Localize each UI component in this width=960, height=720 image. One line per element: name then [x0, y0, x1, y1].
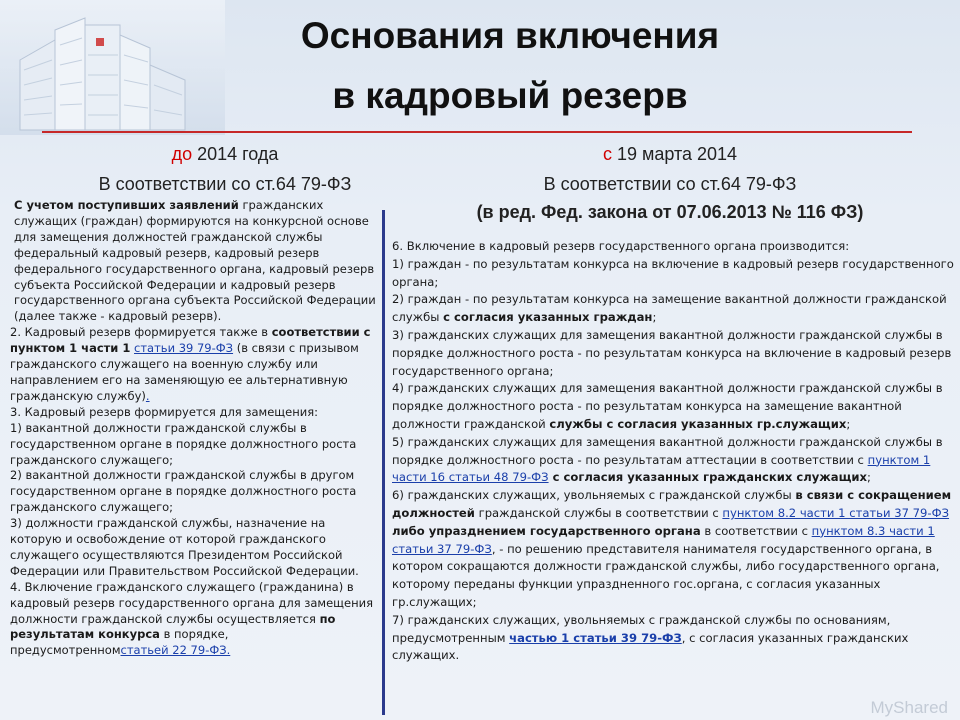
- right-item-7-end: , с согласия указанных гражданских служащих.: [392, 630, 909, 663]
- left-paragraph-4: [10, 580, 378, 660]
- right-period-date: 19 марта 2014: [611, 144, 738, 164]
- flag-icon: [96, 38, 104, 46]
- right-item-6-text-3: в соответствии с: [700, 523, 812, 538]
- article-39-link[interactable]: статьи 39 79-ФЗ: [134, 341, 234, 356]
- right-item-6-text-2: гражданской службы в соответствии с: [474, 505, 723, 520]
- left-p4-bold: по результатам конкурса: [10, 611, 336, 642]
- left-p4-text: 4. Включение гражданского служащего (гражданина) в кадровый резерв государственного органа для замещения должности гражданской службы осуществляется: [10, 579, 374, 626]
- left-basis: В соответствии со ст.64 79-ФЗ: [98, 174, 352, 194]
- watermark: MyShared: [870, 698, 948, 717]
- left-p2-dot-link[interactable]: .: [145, 388, 150, 403]
- right-item-1: 1) граждан - по результатам конкурса на включение в кадровый резерв государственного органа;: [392, 256, 954, 289]
- article-22-link[interactable]: статьей 22 79-ФЗ.: [120, 643, 231, 658]
- right-item-6: [392, 487, 956, 612]
- left-p4-rest: в порядке, предусмотренном: [10, 627, 229, 658]
- right-item-7: [392, 612, 956, 665]
- right-period-prefix: с: [602, 144, 612, 164]
- left-period-heading: [60, 144, 390, 165]
- right-item-6-text: 6) гражданских служащих, увольняемых с гражданской службы: [392, 488, 796, 503]
- right-item-2: [392, 291, 956, 327]
- right-item-5-text: 5) гражданских служащих для замещения вакантной должности гражданской службы в порядке должностного роста - по результатам аттестации в соответствии с: [392, 434, 943, 467]
- left-p2-text: 2. Кадровый резерв формируется также в: [10, 325, 272, 340]
- right-item-5: [392, 434, 956, 487]
- right-item-2-bold: с согласия указанных граждан: [443, 310, 653, 325]
- left-paragraph-2: [10, 325, 378, 405]
- right-item-4-bold: службы с согласия указанных гр.служащих: [549, 416, 847, 431]
- article-37-8-3-link[interactable]: пунктом 8.3 части 1 статьи 37 79-ФЗ: [392, 523, 935, 556]
- right-item-5-end: ;: [867, 470, 871, 485]
- article-39-part-1-link[interactable]: частью 1 статьи 39 79-ФЗ: [509, 630, 682, 645]
- right-intro: 6. Включение в кадровый резерв государственного органа производится:: [392, 239, 850, 253]
- left-p2-rest: (в связи с призывом гражданского служащего на военную службу или направлением его на заменяющую ее альтернативную гражданскую службу): [10, 341, 359, 403]
- right-item-4: [392, 380, 956, 433]
- left-p1-text: гражданских служащих (граждан) формируются на конкурсной основе для замещения должностей гражданской службы федеральный кадровый резерв, кадровый резерв федерального государственного органа, кадровый резерв субъекта Российской Федерации и кадровый резерв государственного органа субъекта Российской Федерации (далее также - кадровый резерв).: [14, 198, 376, 324]
- right-period-heading: [470, 144, 870, 165]
- right-item-5-bold: с согласия указанных гражданских служащих: [548, 470, 868, 485]
- right-item-6-text-4: , - по решению представителя нанимателя государственного органа, в котором сокращаются должности гражданской службы, либо государственного органа, которому переданы функции упраздненного гос.органа, с согласия указанных гр.служащих;: [392, 541, 940, 609]
- title-underline: [42, 131, 912, 133]
- left-p2-bold: соответствии с пунктом 1 части 1: [10, 325, 371, 356]
- right-amendment: (в ред. Фед. закона от 07.06.2013 № 116 ФЗ): [476, 202, 864, 222]
- right-item-6-bold-2: либо упразднением государственного органа: [392, 523, 701, 538]
- right-item-4-end: ;: [846, 416, 851, 431]
- left-paragraph-1: [10, 198, 378, 325]
- left-item-3-2: 2) вакантной должности гражданской службы в другом государственном органе в порядке должностного роста гражданского служащего;: [10, 468, 357, 515]
- title-line-2: в кадровый резерв: [332, 75, 688, 116]
- left-period-prefix: до: [171, 144, 193, 164]
- right-item-2-end: ;: [652, 310, 657, 325]
- article-48-link[interactable]: пунктом 1 части 16 статьи 48 79-ФЗ: [392, 452, 931, 485]
- right-item-4-text: 4) гражданских служащих для замещения вакантной должности гражданской службы в порядке должностного роста - по результатам конкурса на замещение вакантной должности гражданской: [392, 381, 943, 431]
- article-37-8-2-link[interactable]: пунктом 8.2 части 1 статьи 37 79-ФЗ: [722, 505, 950, 520]
- right-item-6-bold-1: в связи с сокращением должностей: [392, 488, 952, 520]
- left-paragraph-3: 3. Кадровый резерв формируется для замещения:: [10, 404, 318, 419]
- left-period-year: 2014 года: [192, 144, 279, 164]
- left-column-text: [10, 198, 378, 659]
- right-item-3: 3) гражданских служащих для замещения вакантной должности гражданской службы в порядке должностного роста - по результатам конкурса на включение в кадровый резерв государственного органа;: [392, 327, 952, 378]
- title-line-1: Основания включения: [300, 15, 720, 56]
- left-item-3-3: 3) должности гражданской службы, назначение на которую и освобождение от которой гражданского служащего осуществляются Президентом Российской Федерации или Правительством Российской Федерации.: [10, 516, 359, 578]
- right-item-2-text: 2) граждан - по результатам конкурса на замещение вакантной должности гражданской службы: [392, 292, 947, 325]
- right-column-text: [392, 238, 956, 665]
- left-p1-bold: С учетом поступивших заявлений: [14, 198, 239, 212]
- left-item-3-1: 1) вакантной должности гражданской службы в государственном органе в порядке должностного роста гражданского служащего;: [10, 420, 357, 467]
- right-item-7-text: 7) гражданских служащих, увольняемых с гражданской службы по основаниям, предусмотренным: [392, 612, 891, 645]
- right-basis: В соответствии со ст.64 79-ФЗ: [543, 174, 797, 194]
- column-divider: [382, 210, 385, 715]
